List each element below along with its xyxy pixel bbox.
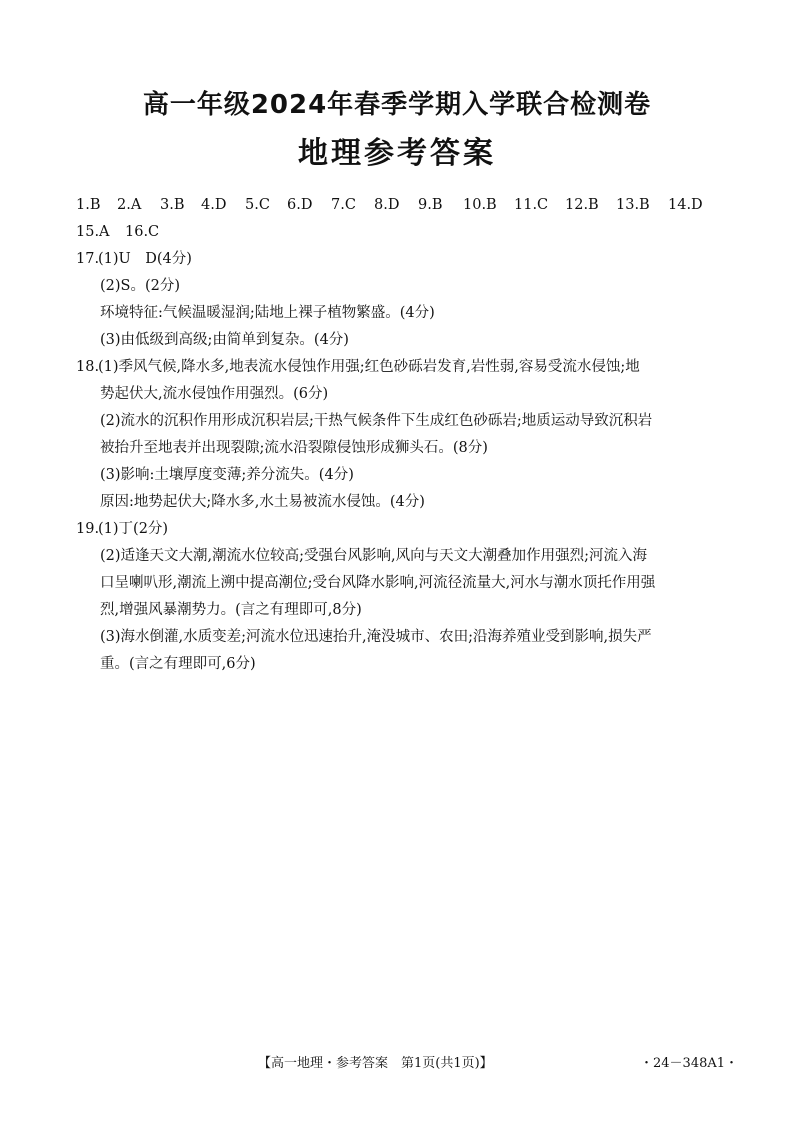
- q17-part2-detail: [0, 300, 794, 327]
- q18-part2-line1: [0, 408, 794, 435]
- choice-answers-row-1: [0, 192, 794, 219]
- answer-text: 原因:地势起伏大;降水多,水土易被流水侵蚀。(4分): [100, 494, 425, 510]
- question-number: 18.: [76, 359, 100, 375]
- answer-text: (3)由低级到高级;由简单到复杂。(4分): [100, 332, 349, 348]
- choice-answer: 7.C: [331, 197, 356, 213]
- answer-text: (3)海水倒灌,水质变差;河流水位迅速抬升,淹没城市、农田;沿海养殖业受到影响,损失严: [100, 629, 652, 645]
- choice-answers-row-2: [0, 219, 794, 246]
- q19-part2-line1: [0, 543, 794, 570]
- answer-key-title: 地理参考答案: [298, 136, 496, 171]
- answer-text: (1)丁(2分): [98, 521, 169, 537]
- exam-title: 高一年级2024年春季学期入学联合检测卷: [142, 90, 652, 120]
- q19-part2-line2: [0, 570, 794, 597]
- choice-answer: 15.A: [76, 224, 110, 240]
- q18-part1-line2: [0, 381, 794, 408]
- q18-part3-detail: [0, 489, 794, 516]
- answer-text: (1)季风气候,降水多,地表流水侵蚀作用强;红色砂砾岩发育,岩性弱,容易受流水侵蚀;地: [98, 359, 640, 375]
- q18-part2-line2: [0, 435, 794, 462]
- question-number: 17.: [76, 251, 100, 267]
- q19-part1: [0, 516, 794, 543]
- choice-answer: 8.D: [374, 197, 400, 213]
- choice-answer: 4.D: [201, 197, 227, 213]
- answer-text: (3)影响:土壤厚度变薄;养分流失。(4分): [100, 467, 354, 483]
- choice-answer: 11.C: [514, 197, 549, 213]
- choice-answer: 9.B: [418, 197, 443, 213]
- answer-text: 势起伏大,流水侵蚀作用强烈。(6分): [100, 386, 329, 402]
- answer-text: (2)流水的沉积作用形成沉积岩层;干热气候条件下生成红色砂砾岩;地质运动导致沉积岩: [100, 413, 653, 429]
- q17-part3: [0, 327, 794, 354]
- answer-text: (2)适逢天文大潮,潮流水位较高;受强台风影响,风向与天文大潮叠加作用强烈;河流入海: [100, 548, 648, 564]
- choice-answer: 12.B: [565, 197, 599, 213]
- q19-part3-line1: [0, 624, 794, 651]
- answer-text: 口呈喇叭形,潮流上溯中提高潮位;受台风降水影响,河流径流量大,河水与潮水顶托作用强: [100, 575, 656, 591]
- q18-part3: [0, 462, 794, 489]
- answer-text: (1)U D(4分): [98, 251, 192, 267]
- answer-text: 被抬升至地表并出现裂隙;流水沿裂隙侵蚀形成狮头石。(8分): [100, 440, 488, 456]
- footer-page-info: 【高一地理・参考答案 第1页(共1页)】: [258, 1056, 493, 1071]
- choice-answer: 16.C: [125, 224, 160, 240]
- answer-text: 烈,增强风暴潮势力。(言之有理即可,8分): [100, 602, 362, 618]
- q18-part1-line1: [0, 354, 794, 381]
- answer-text: 环境特征:气候温暖湿润;陆地上裸子植物繁盛。(4分): [100, 305, 435, 321]
- question-number: 19.: [76, 521, 100, 537]
- choice-answer: 13.B: [616, 197, 650, 213]
- choice-answer: 14.D: [668, 197, 703, 213]
- q17-part1: [0, 246, 794, 273]
- q17-part2: [0, 273, 794, 300]
- answer-content: [0, 192, 794, 678]
- answer-text: (2)S。(2分): [100, 278, 181, 294]
- choice-answer: 3.B: [160, 197, 185, 213]
- choice-answer: 6.D: [287, 197, 313, 213]
- choice-answer: 5.C: [245, 197, 270, 213]
- footer-code: ・24－348A1・: [640, 1056, 739, 1071]
- q19-part3-line2: [0, 651, 794, 678]
- q19-part2-line3: [0, 597, 794, 624]
- choice-answer: 1.B: [76, 197, 101, 213]
- answer-text: 重。(言之有理即可,6分): [100, 656, 256, 672]
- choice-answer: 2.A: [117, 197, 142, 213]
- choice-answer: 10.B: [463, 197, 497, 213]
- page-footer: [0, 1052, 794, 1074]
